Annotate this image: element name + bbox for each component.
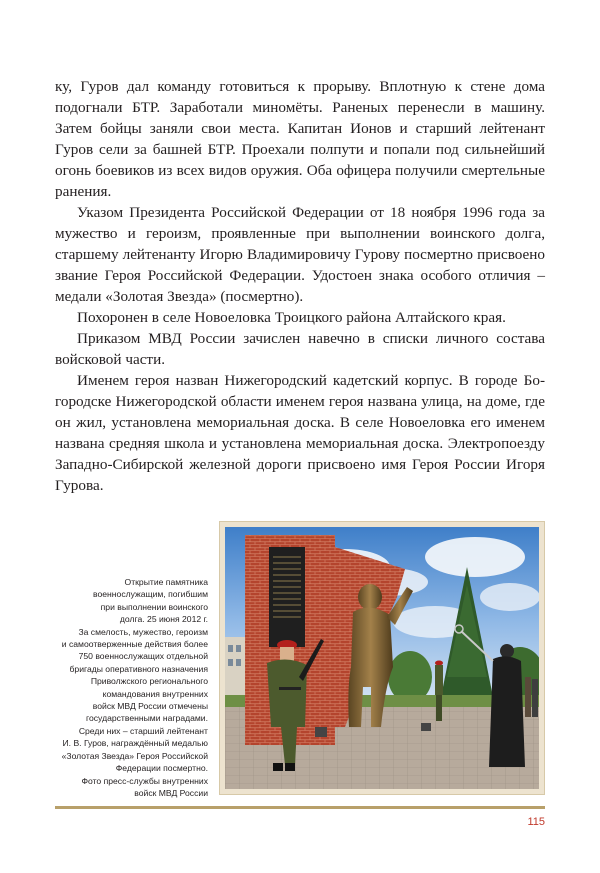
paragraph: ку, Гуров дал команду готовиться к прорыву. Вплотную к стене дома подогнали БТР. Заработали миномёты. Раненых перенесли в машину. Затем бойцы заняли свои места. Капитан Ионов и старший лейтенант Гуров сели за башней БТР. Проехали полпути и попали под сильнейший огонь боевиков из всех видов оружия. Оба офицера получили смертельные ранения. (55, 78, 545, 200)
caption-line: Открытие памятника (124, 577, 208, 587)
caption-line: И. В. Гуров, награждённый медалью (62, 738, 208, 749)
page-number: 115 (527, 816, 545, 828)
caption-line: военнослужащим, погибшим (93, 589, 208, 600)
body-text (55, 76, 545, 496)
caption-line: 750 военнослужащих отдельной (78, 651, 208, 662)
caption-line: долга. 25 июня 2012 г. (119, 614, 208, 625)
caption-line: Фото пресс-службы внутренних (81, 775, 208, 786)
caption-line: бригады оперативного назначения (69, 663, 208, 674)
caption-line: войск МВД России отмечены (92, 701, 208, 712)
caption-line: Приволжского регионального (90, 676, 208, 687)
caption-line: За смелость, мужество, героизм (78, 626, 208, 637)
photo-frame (219, 521, 545, 795)
caption-line: Среди них – старший лейтенант (78, 725, 208, 736)
paragraph: Приказом МВД России зачислен навечно в списки личного состава войсковой части. (55, 330, 545, 368)
caption-line: командования внутренних (102, 688, 208, 699)
caption-line: войск МВД России (134, 787, 208, 798)
caption-line: Федерации посмертно. (115, 763, 208, 774)
memorial-photo (225, 527, 539, 789)
photo-caption (40, 576, 208, 799)
caption-line: и самоотверженные действия более (61, 639, 208, 650)
footer-rule (55, 806, 545, 809)
caption-line: «Золотая Звезда» Героя Российской (61, 750, 208, 761)
paragraph: Указом Президента Российской Федерации от 18 ноября 1996 года за мужество и героизм, проявленные при выполнении воинского долга, старшему лейтенанту Игорю Владимировичу Гурову посмертно присвоено звание Героя Российской Федерации. Удостоен знака особого отличия – медали «Золотая Звезда» (посмертно). (55, 204, 545, 305)
caption-line: государственными наградами. (86, 713, 208, 724)
caption-line: при выполнении воинского (100, 601, 208, 612)
paragraph: Именем героя назван Нижегородский кадетский корпус. В городе Богородске Нижегородской области именем героя названа улица, на доме, где он жил, установлена мемориальная доска. В селе Новоеловка его именем названа средняя школа и установлена мемориальная доска. Электропоезду Западно-Сибирской железной дороги присвоено имя Героя России Игоря Гурова. (55, 372, 545, 494)
paragraph: Похоронен в селе Новоеловка Троицкого района Алтайского края. (77, 309, 506, 326)
